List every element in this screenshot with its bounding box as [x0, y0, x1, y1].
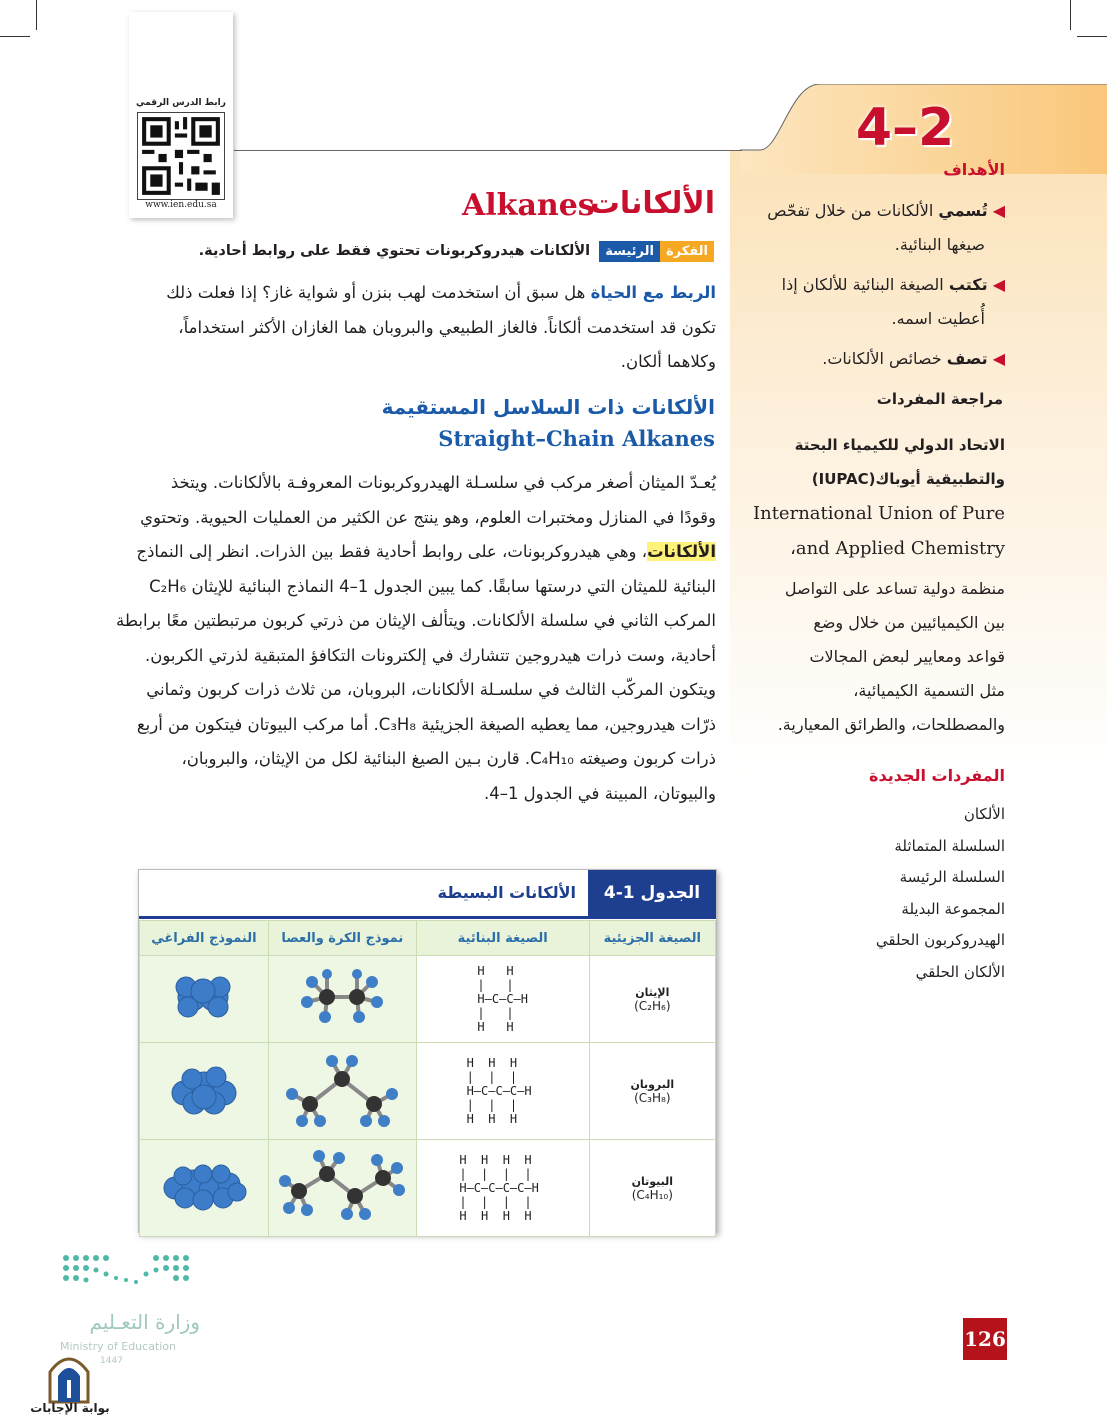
objective-1: ◀ تُسمي الألكانات من خلال تفحّص صيغها البنائية.	[767, 201, 1005, 254]
col-header: الصيغة البنائية	[416, 921, 589, 956]
ministry-year: 1447	[100, 1356, 123, 1366]
table-row	[140, 1043, 716, 1140]
intro-paragraph: الربط مع الحياة هل سبق أن استخدمت لهب بنزن أو شواية غاز؟ إذا فعلت ذلك تكون قد استخدمت ألكاناً. فالغاز الطبيعي والبروبان هما الغازان الأكثر استخداماً، وكلاهما ألكان.	[166, 283, 716, 371]
alkanes-table	[138, 869, 717, 1233]
col-header: الصيغة الجزيئية	[589, 921, 715, 956]
review-term: الاتحاد الدولي للكيمياء البحتة والتطبيقية أيوباك(IUPAC)	[794, 436, 1005, 488]
vocab-item[interactable]: الهيدروكربون الحلقي	[875, 931, 1005, 949]
page-number: 126	[963, 1318, 1007, 1360]
ethane-ball-stick-model	[287, 962, 397, 1032]
butane-ball-stick-model	[277, 1146, 407, 1226]
objectives-heading: الأهداف	[943, 160, 1005, 179]
table-label: الجدول 1-4	[588, 870, 716, 916]
structural-formula-cell: H H H H | | | | H–C–C–C–C–H | | | | H H H H	[416, 1140, 589, 1237]
title-english: Alkanes	[462, 188, 595, 223]
bullet-icon: ◀	[987, 201, 1005, 220]
ethane-space-filling-model	[164, 967, 244, 1027]
ministry-name-english: Ministry of Education	[60, 1340, 177, 1353]
header-rule	[234, 150, 742, 151]
lesson-number: 4–2	[855, 98, 955, 158]
review-definition: منظمة دولية تساعد على التواصل بين الكيميائيين من خلال وضع قواعد ومعايير لبعض المجالات مثل التسمية الكيميائية، والمصطلحات، والطرائق المعيارية.	[777, 579, 1005, 734]
body-paragraph: يُعـدّ الميثان أصغر مركب في سلسـلة الهيدروكربونات المعروفـة بالألكانات. ويتخذ وقودًا في المنازل ومختبرات العلوم، وهو ينتج عن الكثير من العمليات الحيوية. وتحتوي الألكانات، وهي هيدروكربونات، على روابط أحادية فقط بين الذرات. انظر إلى النماذج البنائية للميثان التي درستها سابقًا. كما يبين الجدول 1–4 النماذج البنائية للإيثان C₂H₆ المركب الثاني في سلسلة الألكانات. ويتألف الإيثان من ذرتي كربون مرتبطتين معًا برابطة أحادية، وست ذرات هيدروجين تتشارك في إلكترونات التكافؤ المتبقية لذرتي الكربون. ويتكون المركّب الثالث في سلسـلة الألكانات، البروبان، من ثلاث ذرات كربون وثماني ذرّات هيدروجين، مما يعطيه الصيغة الجزيئية C₃H₈. أما مركب البيوتان فيتكون من أربع ذرات كربون وصيغته C₄H₁₀. قارن بـين الصيغ البنائية لكل من الإيثان، والبروبان، والبيوتان، المبينة في الجدول 1–4.	[115, 473, 716, 803]
main-idea-bar	[138, 240, 714, 268]
alkanes-data-table	[139, 920, 716, 1237]
review-term-english: International Union of Pure and Applied Chemistry،	[753, 503, 1005, 559]
new-vocab-list	[840, 799, 1005, 988]
bullet-icon: ◀	[987, 349, 1005, 368]
structural-formula-cell: H H H | | | H–C–C–C–H | | | H H H	[416, 1043, 589, 1140]
new-vocab-heading: المفردات الجديدة	[869, 766, 1005, 785]
qr-caption: رابط الدرس الرقمي	[136, 98, 226, 108]
main-idea-text: الألكانات هيدروكربونات تحتوي فقط على روابط أحادية.	[198, 243, 591, 259]
qr-card[interactable]	[129, 12, 233, 218]
butane-space-filling-model	[159, 1156, 249, 1216]
molecular-formula-cell: البيوتان (C₄H₁₀)	[589, 1140, 715, 1237]
molecular-formula-cell: الإيثان (C₂H₆)	[589, 956, 715, 1043]
col-header: النموذج الفراغي	[140, 921, 269, 956]
table-row	[140, 956, 716, 1043]
propane-ball-stick-model	[280, 1049, 405, 1129]
table-title-bar	[139, 870, 716, 916]
vocab-item[interactable]: المجموعة البديلة	[901, 899, 1005, 918]
ball-stick-cell	[268, 956, 416, 1043]
qr-url[interactable]: www.ien.edu.sa	[145, 200, 217, 210]
vocab-item[interactable]: السلسلة المتماثلة	[894, 836, 1005, 855]
title-arabic: الألكانات	[589, 186, 715, 221]
qr-code-icon[interactable]	[137, 112, 225, 200]
table-title: الألكانات البسيطة	[437, 883, 576, 902]
gateway-logo-icon	[46, 1350, 92, 1404]
section-heading-arabic: الألكانات ذات السلاسل المستقيمة	[381, 395, 715, 419]
ball-stick-cell	[268, 1140, 416, 1237]
ministry-logo-icon	[60, 1250, 200, 1300]
section-heading-english: Straight–Chain Alkanes	[438, 426, 715, 451]
gateway-label: بوابة الإجابات	[30, 1401, 110, 1415]
vocab-item[interactable]: الألكان الحلقي	[915, 962, 1005, 981]
bullet-icon: ◀	[987, 275, 1005, 294]
space-filling-cell	[140, 1140, 269, 1237]
keyword-highlight[interactable]: الألكانات	[647, 542, 716, 561]
ball-stick-cell	[268, 1043, 416, 1140]
review-heading: مراجعة المفردات	[876, 390, 1003, 408]
space-filling-cell	[140, 956, 269, 1043]
vocab-item[interactable]: السلسلة الرئيسة	[899, 868, 1005, 886]
structural-formula-cell: H H | | H–C–C–H | | H H	[416, 956, 589, 1043]
life-connection-label: الربط مع الحياة	[590, 283, 716, 302]
table-row	[140, 1140, 716, 1237]
propane-space-filling-model	[164, 1059, 244, 1119]
ministry-name-arabic: وزارة التعـليم	[89, 1310, 200, 1334]
molecular-formula-cell: البروبان (C₃H₈)	[589, 1043, 715, 1140]
main-idea-label: الفكرةالرئيسة	[599, 240, 714, 262]
objective-3: ◀ تصف خصائص الألكانات.	[822, 349, 1005, 368]
objective-2: ◀ تكتب الصيغة البنائية للألكان إذا أُعطيت اسمه.	[781, 275, 1005, 328]
space-filling-cell	[140, 1043, 269, 1140]
vocab-item[interactable]: الألكان	[963, 805, 1005, 823]
col-header: نموذج الكرة والعصا	[268, 921, 416, 956]
